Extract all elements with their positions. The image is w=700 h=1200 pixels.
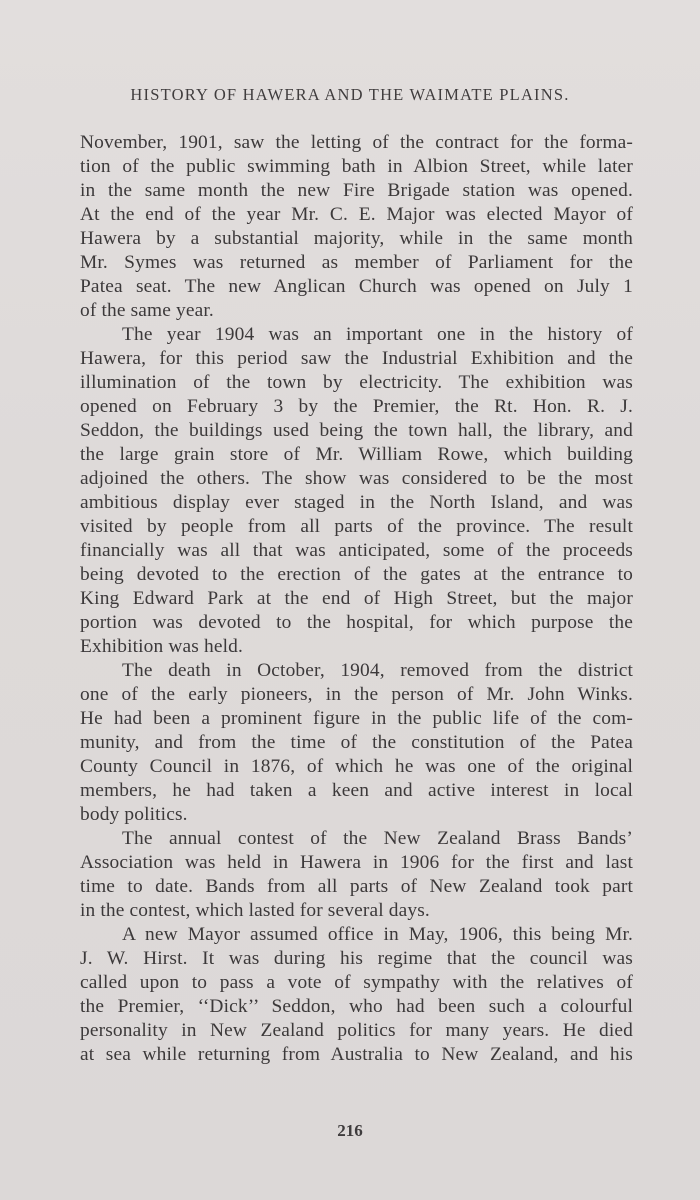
text-line: King Edward Park at the end of High Street, but the major — [80, 588, 633, 609]
text-line: A new Mayor assumed office in May, 1906, this being Mr. — [122, 924, 633, 945]
text-line: the Premier, ‘‘Dick’’ Seddon, who had been such a colourful — [80, 996, 633, 1017]
text-line: portion was devoted to the hospital, for which purpose the — [80, 612, 633, 633]
text-line: the large grain store of Mr. William Rowe, which building — [80, 444, 633, 465]
page-number: 216 — [337, 1121, 363, 1140]
text-line: Seddon, the buildings used being the town hall, the library, and — [80, 420, 633, 441]
text-line: body politics. — [80, 804, 188, 825]
text-line: one of the early pioneers, in the person of Mr. John Winks. — [80, 684, 633, 705]
text-line: personality in New Zealand politics for many years. He died — [80, 1020, 633, 1041]
text-line: The annual contest of the New Zealand Brass Bands’ — [122, 828, 633, 849]
text-line: time to date. Bands from all parts of New Zealand took part — [80, 876, 633, 897]
paragraph — [80, 923, 633, 1067]
text-line: The year 1904 was an important one in the history of — [122, 324, 633, 345]
text-line: opened on February 3 by the Premier, the Rt. Hon. R. J. — [80, 396, 633, 417]
text-line: of the same year. — [80, 300, 214, 321]
text-line: The death in October, 1904, removed from the district — [122, 660, 633, 681]
text-line: financially was all that was anticipated, some of the proceeds — [80, 540, 633, 561]
text-line: adjoined the others. The show was considered to be the most — [80, 468, 633, 489]
text-line: munity, and from the time of the constitution of the Patea — [80, 732, 633, 753]
text-line: Patea seat. The new Anglican Church was opened on July 1 — [80, 276, 633, 297]
paragraph — [80, 131, 633, 323]
text-line: in the same month the new Fire Brigade station was opened. — [80, 180, 633, 201]
text-line: visited by people from all parts of the province. The result — [80, 516, 633, 537]
text-line: members, he had taken a keen and active interest in local — [80, 780, 633, 801]
text-line: He had been a prominent figure in the public life of the com- — [80, 708, 633, 729]
text-line: called upon to pass a vote of sympathy with the relatives of — [80, 972, 633, 993]
text-line: being devoted to the erection of the gates at the entrance to — [80, 564, 633, 585]
body-text — [80, 131, 633, 1067]
text-line: at sea while returning from Australia to New Zealand, and his — [80, 1044, 633, 1065]
text-line: Mr. Symes was returned as member of Parliament for the — [80, 252, 633, 273]
text-line: in the contest, which lasted for several days. — [80, 900, 430, 921]
running-header: HISTORY OF HAWERA AND THE WAIMATE PLAINS. — [130, 85, 570, 104]
text-line: At the end of the year Mr. C. E. Major was elected Mayor of — [80, 204, 633, 225]
paragraph — [80, 827, 633, 923]
text-line: Exhibition was held. — [80, 636, 243, 657]
text-line: tion of the public swimming bath in Albion Street, while later — [80, 156, 633, 177]
text-line: County Council in 1876, of which he was one of the original — [80, 756, 633, 777]
paragraph — [80, 659, 633, 827]
text-line: Association was held in Hawera in 1906 for the first and last — [80, 852, 633, 873]
text-line: Hawera by a substantial majority, while in the same month — [80, 228, 633, 249]
paragraph — [80, 323, 633, 659]
text-line: J. W. Hirst. It was during his regime that the council was — [80, 948, 633, 969]
text-line: ambitious display ever staged in the North Island, and was — [80, 492, 633, 513]
text-line: November, 1901, saw the letting of the contract for the forma- — [80, 132, 633, 153]
text-line: illumination of the town by electricity. The exhibition was — [80, 372, 633, 393]
text-line: Hawera, for this period saw the Industrial Exhibition and the — [80, 348, 633, 369]
